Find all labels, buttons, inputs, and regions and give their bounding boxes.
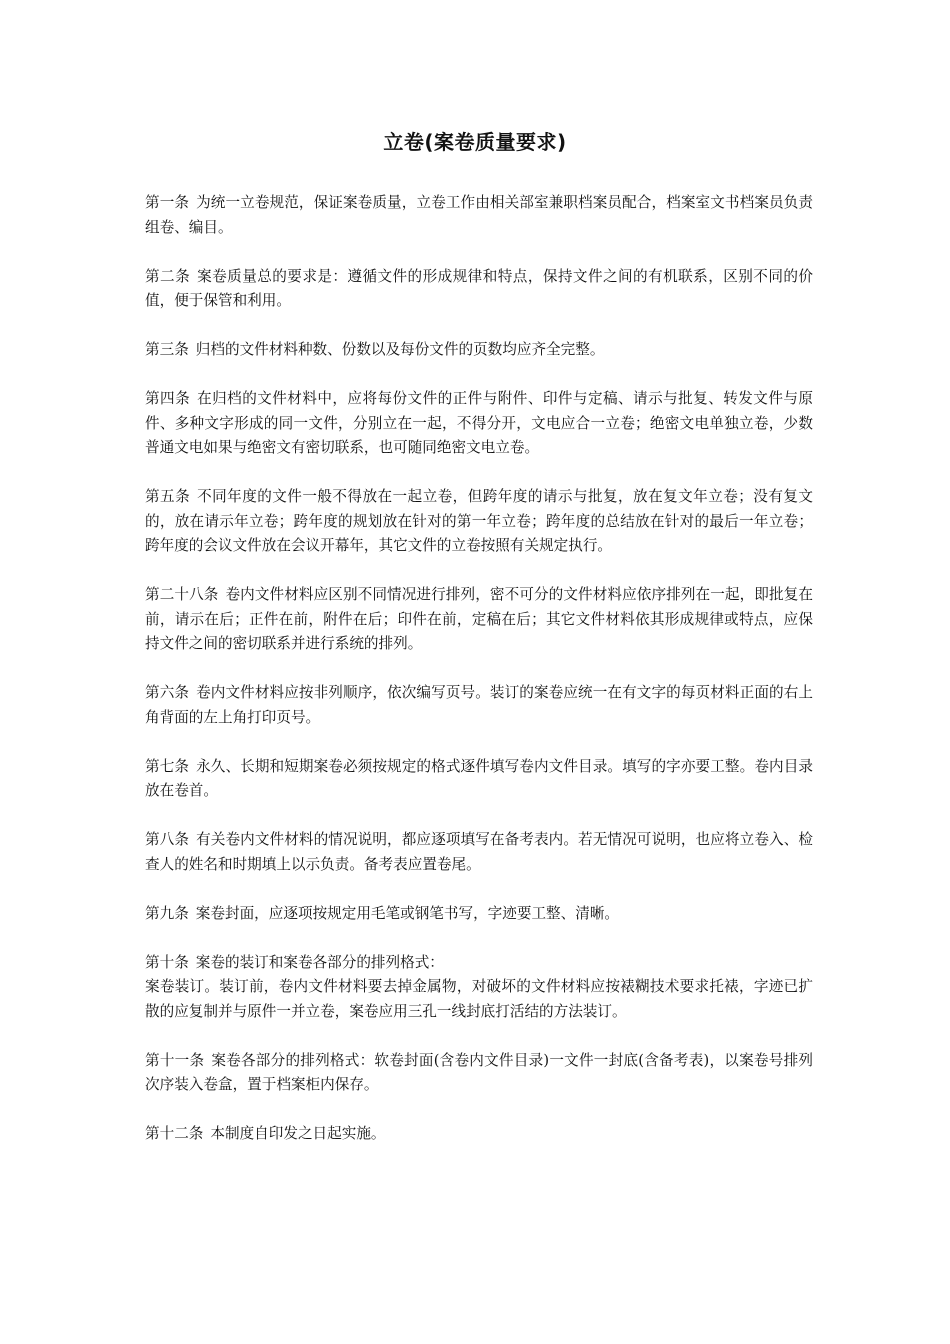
article-2 <box>145 265 813 314</box>
article-label: 第一条 <box>145 194 190 211</box>
article-label: 第五条 <box>145 488 191 505</box>
article-5 <box>145 485 813 559</box>
article-text: 在归档的文件材料中，应将每份文件的正件与附件、印件与定稿、请示与批复、转发文件与原件、多种文字形成的同一文件，分别立在一起，不得分开，文电应合一立卷；绝密文电单独立卷，少数普通文电如果与绝密文有密切联系，也可随同绝密文电立卷。 <box>145 390 813 456</box>
article-text: 为统一立卷规范，保证案卷质量，立卷工作由相关部室兼职档案员配合，档案室文书档案员负责组卷、编目。 <box>145 194 813 236</box>
article-11 <box>145 1049 813 1098</box>
document-title: 立卷(案卷质量要求) <box>383 130 567 154</box>
article-text: 案卷的装订和案卷各部分的排列格式： <box>195 953 444 971</box>
article-text: 不同年度的文件一般不得放在一起立卷，但跨年度的请示与批复，放在复文年立卷；没有复文的，放在请示年立卷；跨年度的规划放在针对的第一年立卷；跨年度的总结放在针对的最后一年立卷；跨年度的会议文件放在会议开幕年，其它文件的立卷按照有关规定执行。 <box>145 488 813 554</box>
article-7 <box>145 755 813 804</box>
article-text: 案卷各部分的排列格式：软卷封面(含卷内文件目录)一文件一封底(含备考表)，以案卷号排列次序装入卷盒，置于档案柜内保存。 <box>145 1051 813 1093</box>
article-1 <box>145 191 813 240</box>
article-label: 第三条 <box>145 341 189 358</box>
article-28 <box>145 583 813 657</box>
article-text-continued: 案卷装订。装订前，卷内文件材料要去掉金属物，对破坏的文件材料应按裱糊技术要求托裱，字迹已扩散的应复制并与原件一并立卷，案卷应用三孔一线封底打活结的方法装订。 <box>145 978 813 1020</box>
article-text: 本制度自印发之日起实施。 <box>210 1125 386 1142</box>
article-12 <box>145 1122 813 1147</box>
article-label: 第八条 <box>145 831 190 848</box>
article-label: 第六条 <box>145 684 190 701</box>
article-6 <box>145 681 813 730</box>
article-3 <box>145 338 813 363</box>
article-9 <box>145 902 813 927</box>
article-text: 案卷封面，应逐项按规定用毛笔或钢笔书写，字迹要工整、清晰。 <box>195 904 620 922</box>
article-label: 第十条 <box>145 953 189 971</box>
article-10 <box>145 951 813 1025</box>
article-text: 归档的文件材料种数、份数以及每份文件的页数均应齐全完整。 <box>195 341 605 358</box>
article-text: 有关卷内文件材料的情况说明，都应逐项填写在备考表内。若无情况可说明，也应将立卷入、检查人的姓名和时期填上以示负责。备考表应置卷尾。 <box>145 831 813 873</box>
article-label: 第九条 <box>145 904 189 922</box>
article-label: 第十一条 <box>145 1051 205 1069</box>
article-4 <box>145 387 813 461</box>
article-text: 卷内文件材料应按非列顺序，依次编写页号。装订的案卷应统一在有文字的每页材料正面的右上角背面的左上角打印页号。 <box>145 684 813 726</box>
article-8 <box>145 828 813 877</box>
article-label: 第二十八条 <box>145 586 219 603</box>
article-label: 第二条 <box>145 267 191 285</box>
article-text: 案卷质量总的要求是：遵循文件的形成规律和特点，保持文件之间的有机联系，区别不同的价值，便于保管和利用。 <box>145 267 813 309</box>
article-label: 第七条 <box>145 757 190 775</box>
article-text: 卷内文件材料应区别不同情况进行排列，密不可分的文件材料应依序排列在一起，即批复在前，请示在后；正件在前，附件在后；印件在前，定稿在后；其它文件材料依其形成规律或特点，应保持文件之间的密切联系并进行系统的排列。 <box>145 586 813 652</box>
document-body <box>145 191 813 1171</box>
article-label: 第四条 <box>145 390 191 407</box>
article-text: 永久、长期和短期案卷必须按规定的格式逐件填写卷内文件目录。填写的字亦要工整。卷内目录放在卷首。 <box>145 757 813 799</box>
article-label: 第十二条 <box>145 1125 204 1142</box>
